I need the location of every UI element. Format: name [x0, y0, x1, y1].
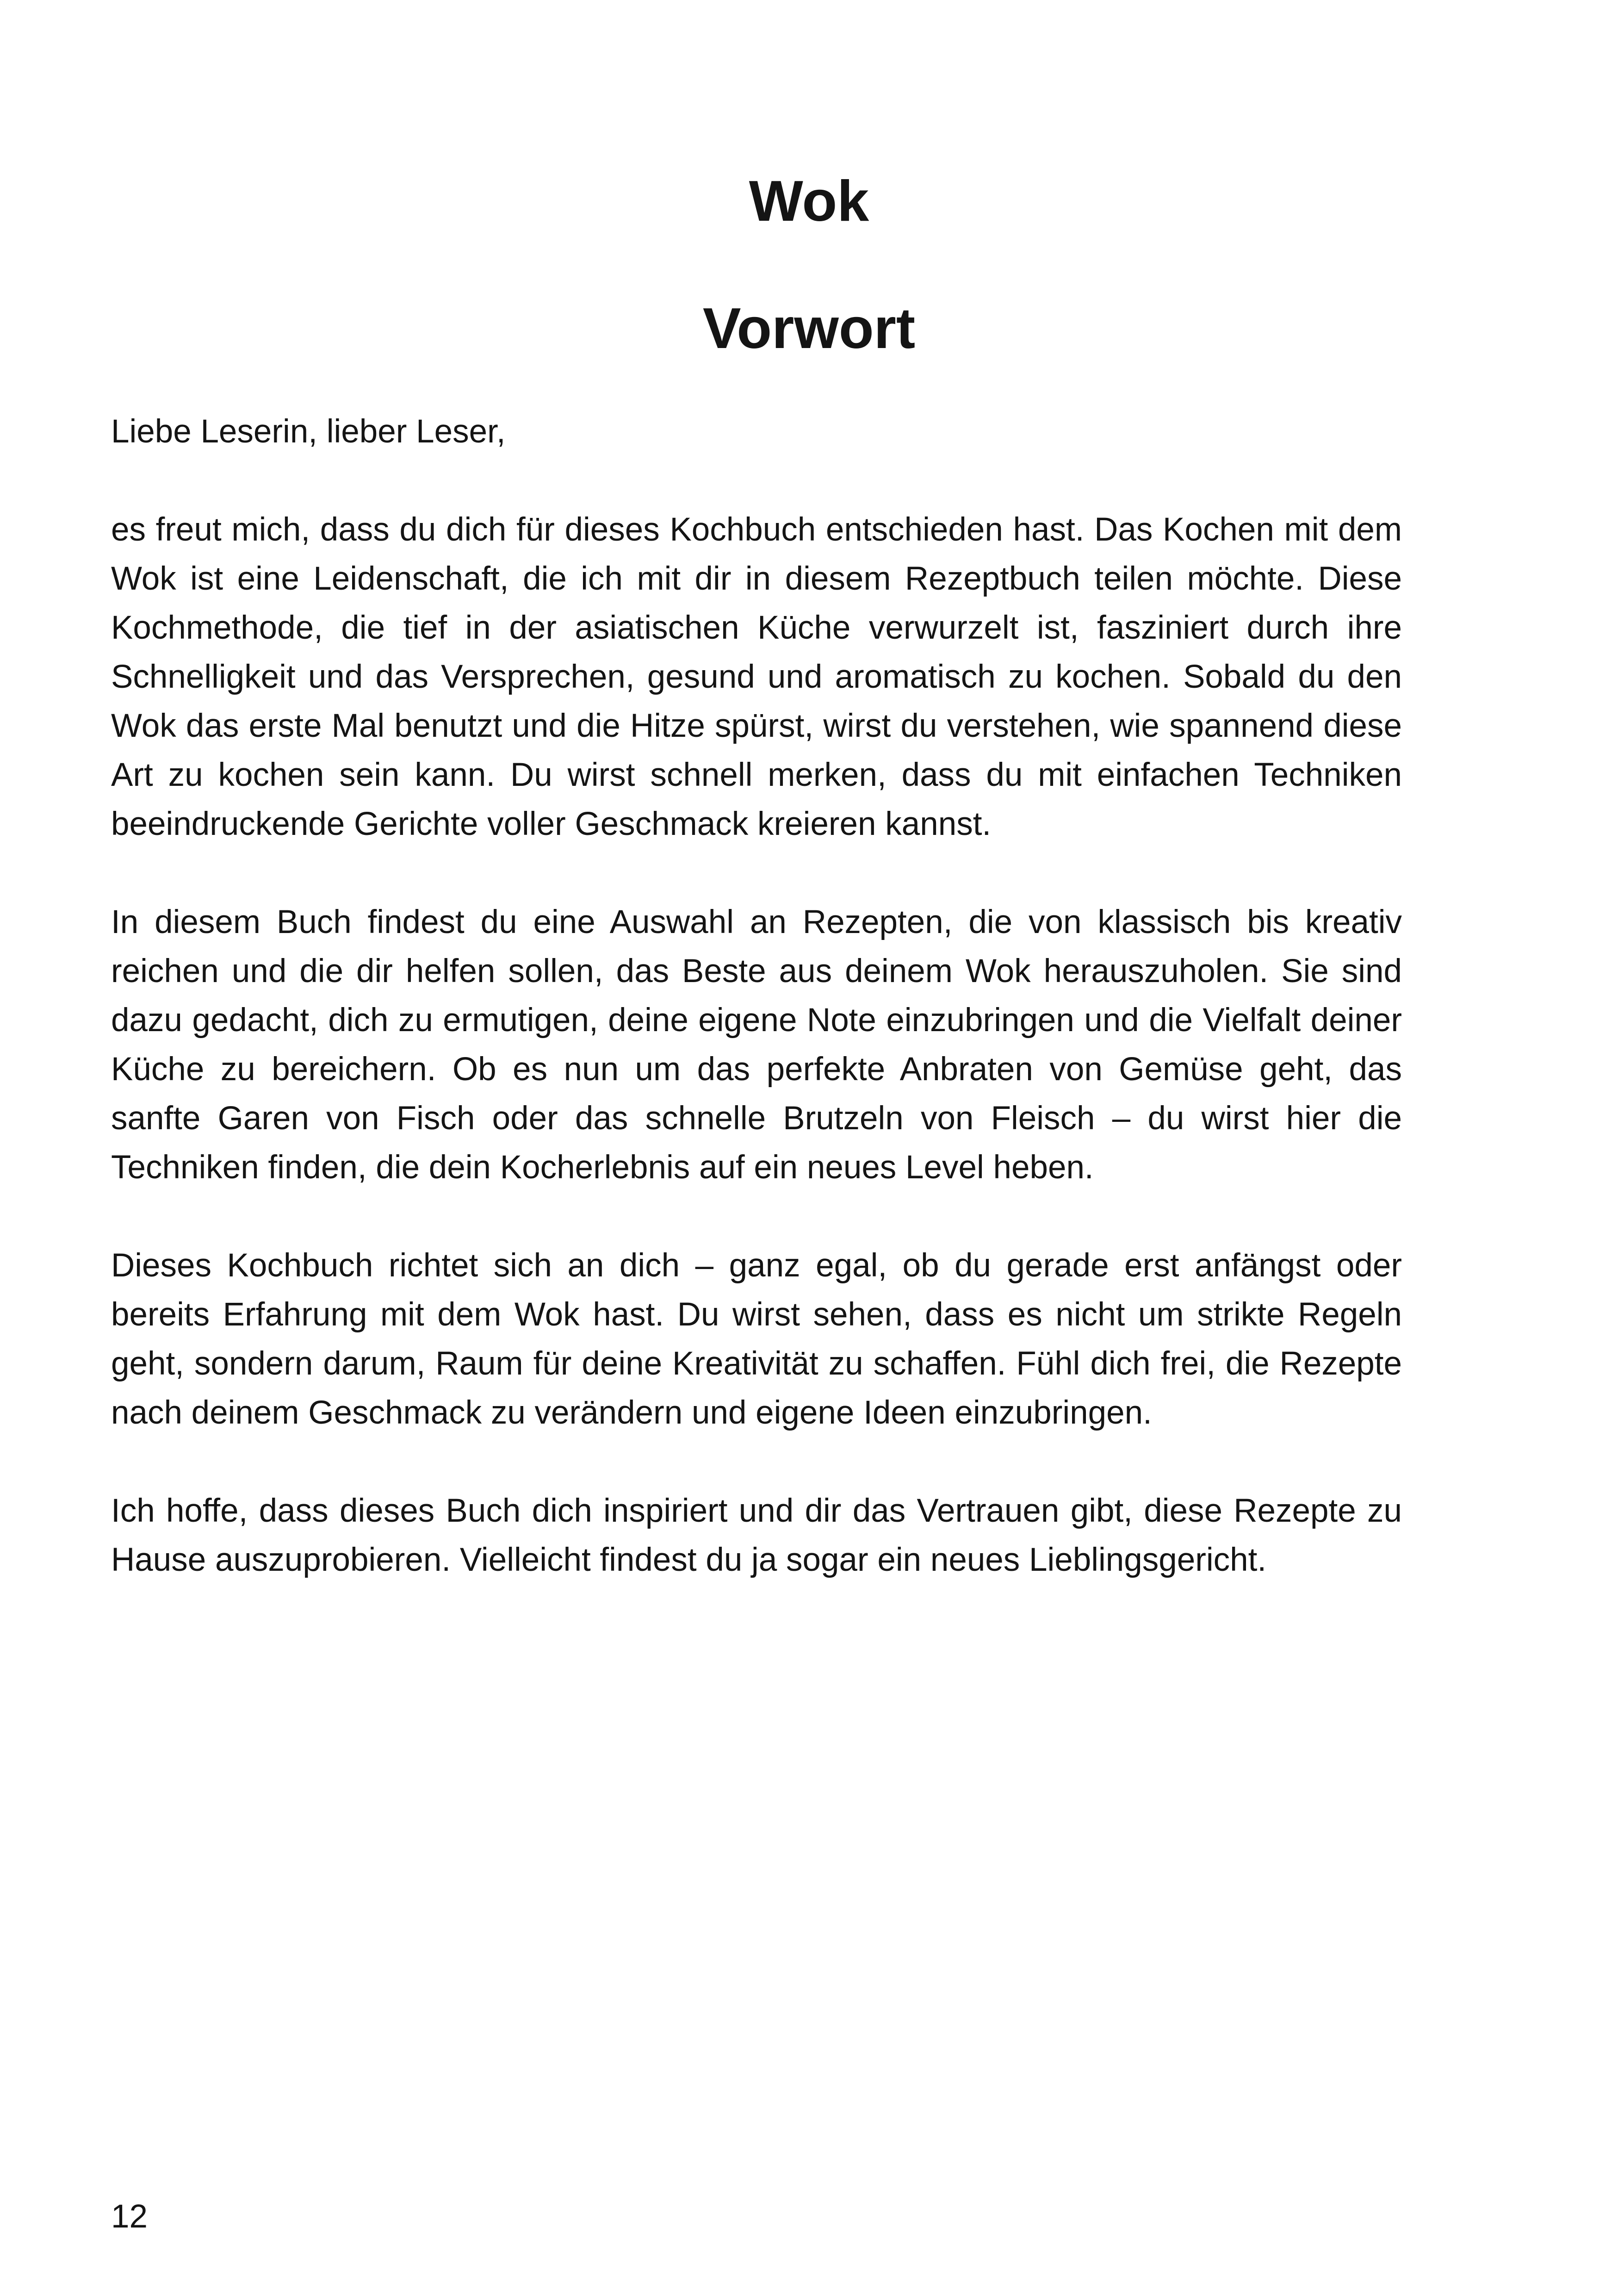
book-title: Wok — [749, 169, 869, 233]
body-text — [111, 407, 1402, 1634]
chapter-title: Vorwort — [702, 297, 916, 361]
paragraph: es freut mich, dass du dich für dieses Kochbuch entschieden hast. Das Kochen mit dem Wok ist eine Leidenschaft, die ich mit dir in diesem Rezeptbuch teilen möchte. Diese Kochmethode, die tief in der asiatischen Küche verwurzelt ist, fasziniert durch ihre Schnelligkeit und das Versprechen, gesund und aromatisch zu kochen. Sobald du den Wok das erste Mal benutzt und die Hitze spürst, wirst du verstehen, wie spannend diese Art zu kochen sein kann. Du wirst schnell merken, dass du mit einfachen Techniken beeindruckende Gerichte voller Geschmack kreieren kannst. — [111, 511, 1402, 842]
paragraph: Dieses Kochbuch richtet sich an dich – ganz egal, ob du gerade erst anfängst oder bereits Erfahrung mit dem Wok hast. Du wirst sehen, dass es nicht um strikte Regeln geht, sondern darum, Raum für deine Kreativität zu schaffen. Fühl dich frei, die Rezepte nach deinem Geschmack zu verändern und eigene Ideen einzubringen. — [111, 1247, 1402, 1431]
paragraph: Ich hoffe, dass dieses Buch dich inspiriert und dir das Vertrauen gibt, diese Rezepte zu Hause auszuprobieren. Vielleicht findest du ja sogar ein neues Lieblingsgericht. — [111, 1493, 1402, 1578]
page-number: 12 — [111, 2198, 148, 2235]
paragraph: In diesem Buch findest du eine Auswahl an Rezepten, die von klassisch bis kreativ reichen und die dir helfen sollen, das Beste aus deinem Wok herauszuholen. Sie sind dazu gedacht, dich zu ermutigen, deine eigene Note einzubringen und die Vielfalt deiner Küche zu bereichern. Ob es nun um das perfekte Anbraten von Gemüse geht, das sanfte Garen von Fisch oder das schnelle Brutzeln von Fleisch – du wirst hier die Techniken finden, die dein Kocherlebnis auf ein neues Level heben. — [111, 904, 1402, 1186]
salutation: Liebe Leserin, lieber Leser, — [111, 413, 506, 450]
